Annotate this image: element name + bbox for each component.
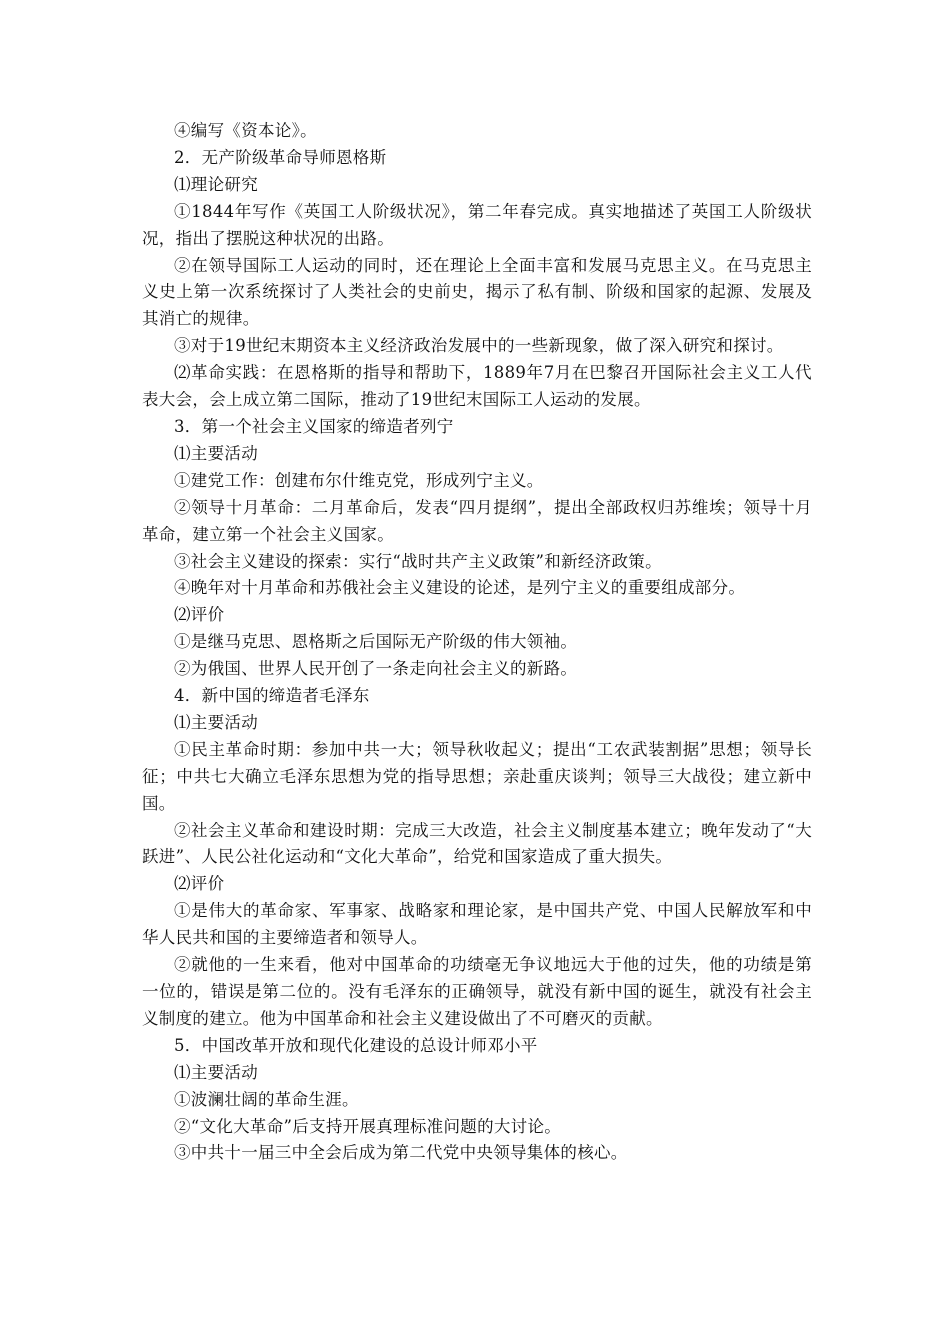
subheading-activities: ⑴主要活动 xyxy=(174,712,258,732)
section-heading-engels: 2．无产阶级革命导师恩格斯 xyxy=(174,147,387,167)
paragraph: ①是继马克思、恩格斯之后国际无产阶级的伟大领袖。 xyxy=(174,632,578,652)
paragraph: ②社会主义革命和建设时期：完成三大改造，社会主义制度基本建立；晚年发动了“大跃进”、人民公社化运动和“文化大革命”，给党和国家造成了重大损失。 xyxy=(142,820,812,867)
subheading-activities: ⑴主要活动 xyxy=(174,1062,258,1082)
paragraph: ③社会主义建设的探索：实行“战时共产主义政策”和新经济政策。 xyxy=(174,551,662,571)
paragraph: ①是伟大的革命家、军事家、战略家和理论家，是中国共产党、中国人民解放军和中华人民共和国的主要缔造者和领导人。 xyxy=(142,901,812,948)
paragraph: ②在领导国际工人运动的同时，还在理论上全面丰富和发展马克思主义。在马克思主义史上第一次系统探讨了人类社会的史前史，揭示了私有制、阶级和国家的起源、发展及其消亡的规律。 xyxy=(142,255,812,329)
paragraph: ①波澜壮阔的革命生涯。 xyxy=(174,1089,359,1109)
paragraph: ②就他的一生来看，他对中国革命的功绩毫无争议地远大于他的过失，他的功绩是第一位的，错误是第二位的。没有毛泽东的正确领导，就没有新中国的诞生，就没有社会主义制度的建立。他为中国革命和社会主义建设做出了不可磨灭的贡献。 xyxy=(142,955,812,1028)
paragraph: ⑵革命实践：在恩格斯的指导和帮助下，1889年7月在巴黎召开国际社会主义工人代表大会，会上成立第二国际，推动了19世纪末国际工人运动的发展。 xyxy=(142,363,812,410)
list-item-capital: ④编写《资本论》。 xyxy=(174,121,317,140)
subheading-activities: ⑴主要活动 xyxy=(174,443,258,463)
paragraph: ①建党工作：创建布尔什维克党，形成列宁主义。 xyxy=(174,470,544,490)
paragraph: ②领导十月革命：二月革命后，发表“四月提纲”，提出全部政权归苏维埃；领导十月革命，建立第一个社会主义国家。 xyxy=(142,497,812,544)
paragraph: ④晚年对十月革命和苏俄社会主义建设的论述，是列宁主义的重要组成部分。 xyxy=(174,578,746,598)
section-heading-mao: 4．新中国的缔造者毛泽东 xyxy=(174,686,370,706)
paragraph: ③对于19世纪末期资本主义经济政治发展中的一些新现象，做了深入研究和探讨。 xyxy=(174,336,784,356)
paragraph: ①民主革命时期：参加中共一大；领导秋收起义；提出“工农武装割据”思想；领导长征；中共七大确立毛泽东思想为党的指导思想；亲赴重庆谈判；领导三大战役；建立新中国。 xyxy=(142,739,812,813)
subheading-theory: ⑴理论研究 xyxy=(174,174,258,194)
paragraph: ②“文化大革命”后支持开展真理标准问题的大讨论。 xyxy=(174,1116,562,1136)
subheading-evaluation: ⑵评价 xyxy=(174,605,225,625)
section-heading-deng: 5．中国改革开放和现代化建设的总设计师邓小平 xyxy=(174,1035,538,1055)
subheading-evaluation: ⑵评价 xyxy=(174,874,225,894)
paragraph: ①1844年写作《英国工人阶级状况》，第二年春完成。真实地描述了英国工人阶级状况，指出了摆脱这种状况的出路。 xyxy=(142,201,812,248)
section-heading-lenin: 3．第一个社会主义国家的缔造者列宁 xyxy=(174,416,454,436)
paragraph: ③中共十一届三中全会后成为第二代党中央领导集体的核心。 xyxy=(174,1143,628,1163)
paragraph: ②为俄国、世界人民开创了一条走向社会主义的新路。 xyxy=(174,659,578,679)
